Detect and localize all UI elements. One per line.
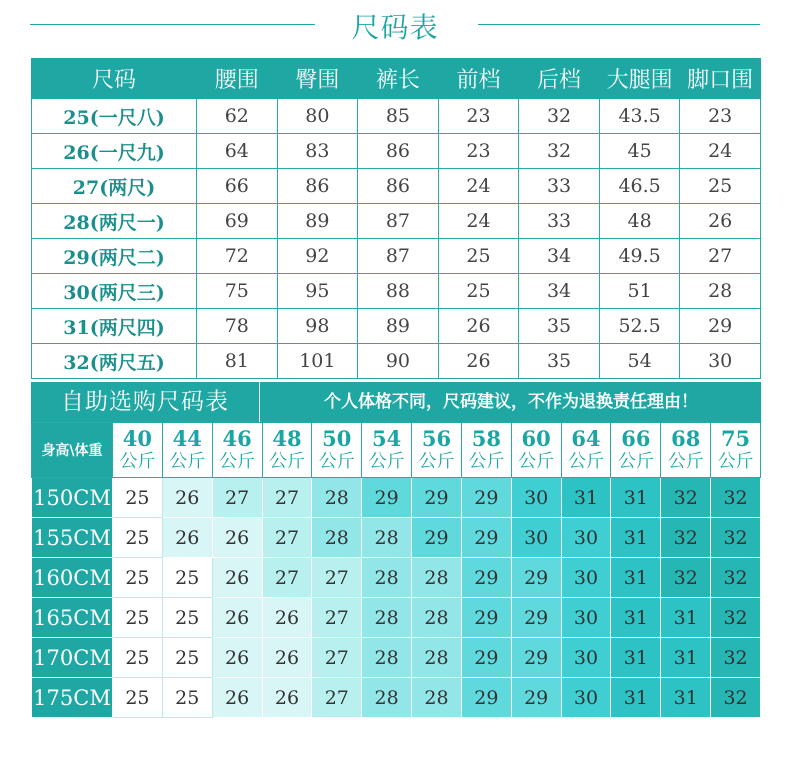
measure-cell: 23 xyxy=(438,99,519,134)
size-cell: 26 xyxy=(162,478,212,518)
measure-cell: 86 xyxy=(358,134,439,169)
selection-title: 自助选购尺码表 xyxy=(31,382,260,422)
size-cell: 31 xyxy=(611,678,661,718)
measure-cell: 83 xyxy=(277,134,358,169)
measure-cell: 45 xyxy=(599,134,680,169)
size-cell: 28 xyxy=(412,678,462,718)
table-row xyxy=(32,638,761,678)
weight-header-cell xyxy=(162,423,212,478)
weight-unit: 公斤 xyxy=(169,451,206,472)
size-cell: 30 xyxy=(561,598,611,638)
size-cell: 28 xyxy=(412,558,462,598)
size-cell: 29 xyxy=(461,518,511,558)
size-cell: 28 xyxy=(412,598,462,638)
size-cell: 30 xyxy=(561,518,611,558)
height-label: 160CM xyxy=(32,558,113,598)
table-row xyxy=(32,518,761,558)
measure-cell: 26 xyxy=(438,309,519,344)
weight-header-row xyxy=(32,423,761,478)
weight-value: 68 xyxy=(671,426,701,451)
weight-header-cell xyxy=(661,423,711,478)
measure-cell: 66 xyxy=(197,169,278,204)
weight-unit: 公斤 xyxy=(119,451,156,472)
size-header-cell: 后档 xyxy=(519,59,600,99)
measure-cell: 25 xyxy=(680,169,761,204)
size-cell: 29 xyxy=(461,598,511,638)
measure-cell: 72 xyxy=(197,239,278,274)
measure-cell: 89 xyxy=(277,204,358,239)
weight-value: 50 xyxy=(322,426,352,451)
size-cell: 27 xyxy=(312,638,362,678)
measure-cell: 26 xyxy=(438,344,519,379)
size-cell: 26 xyxy=(262,678,312,718)
measure-cell: 33 xyxy=(519,204,600,239)
weight-value: 58 xyxy=(471,426,501,451)
table-row xyxy=(32,678,761,718)
size-cell: 29 xyxy=(412,478,462,518)
size-cell: 28 xyxy=(362,558,412,598)
table-row xyxy=(32,598,761,638)
size-cell: 28 xyxy=(362,678,412,718)
measure-cell: 75 xyxy=(197,274,278,309)
weight-header-cell xyxy=(511,423,561,478)
weight-unit: 公斤 xyxy=(468,451,505,472)
weight-header-cell xyxy=(312,423,362,478)
size-cell: 32 xyxy=(711,558,761,598)
size-cell: 28 xyxy=(362,598,412,638)
size-cell: 28 xyxy=(362,518,412,558)
size-cell: 27 xyxy=(262,518,312,558)
size-cell: 26 xyxy=(262,598,312,638)
table-row xyxy=(32,309,761,344)
size-cell: 32 xyxy=(711,638,761,678)
measure-cell: 87 xyxy=(358,239,439,274)
size-table-body xyxy=(32,99,761,379)
measure-cell: 51 xyxy=(599,274,680,309)
size-cell: 26 xyxy=(212,678,262,718)
size-cell: 31 xyxy=(611,558,661,598)
weight-value: 54 xyxy=(372,426,402,451)
table-row xyxy=(32,478,761,518)
size-header-cell: 脚口围 xyxy=(680,59,761,99)
measure-cell: 28 xyxy=(680,274,761,309)
measure-cell: 35 xyxy=(519,309,600,344)
measure-cell: 27 xyxy=(680,239,761,274)
size-cell: 29 xyxy=(461,478,511,518)
measure-cell: 78 xyxy=(197,309,278,344)
measure-cell: 34 xyxy=(519,274,600,309)
size-cell: 25 xyxy=(113,678,163,718)
measure-cell: 46.5 xyxy=(599,169,680,204)
weight-header-cell xyxy=(461,423,511,478)
selection-grid xyxy=(31,382,761,719)
size-cell: 25 xyxy=(113,558,163,598)
height-label: 175CM xyxy=(32,678,113,718)
selection-table-body xyxy=(32,423,761,718)
size-cell: 32 xyxy=(661,478,711,518)
measure-cell: 35 xyxy=(519,344,600,379)
size-cell: 31 xyxy=(661,678,711,718)
size-cell: 26 xyxy=(262,638,312,678)
weight-header-cell xyxy=(362,423,412,478)
size-header-cell: 大腿围 xyxy=(599,59,680,99)
size-cell: 27 xyxy=(312,678,362,718)
size-cell: 25 xyxy=(162,638,212,678)
weight-unit: 公斤 xyxy=(219,451,256,472)
table-row xyxy=(32,204,761,239)
selection-note: 个人体格不同，尺码建议，不作为退换责任理由！ xyxy=(324,392,698,412)
size-cell: 29 xyxy=(461,558,511,598)
size-cell: 29 xyxy=(511,638,561,678)
table-row xyxy=(32,134,761,169)
height-label: 150CM xyxy=(32,478,113,518)
measure-cell: 24 xyxy=(438,204,519,239)
measure-cell: 89 xyxy=(358,309,439,344)
measure-cell: 24 xyxy=(680,134,761,169)
size-cell: 27 xyxy=(262,478,312,518)
measure-cell: 30 xyxy=(680,344,761,379)
height-label: 165CM xyxy=(32,598,113,638)
weight-value: 46 xyxy=(222,426,252,451)
size-header-cell: 臀围 xyxy=(277,59,358,99)
size-cell: 27 xyxy=(312,558,362,598)
size-cell: 32 xyxy=(661,558,711,598)
size-cell: 32 xyxy=(711,678,761,718)
size-cell: 26 xyxy=(212,638,262,678)
weight-unit: 公斤 xyxy=(268,451,305,472)
size-label-cell: 26(一尺九) xyxy=(32,134,197,169)
size-cell: 30 xyxy=(561,558,611,598)
weight-header-cell xyxy=(113,423,163,478)
weight-unit: 公斤 xyxy=(617,451,654,472)
size-cell: 28 xyxy=(362,638,412,678)
measure-cell: 92 xyxy=(277,239,358,274)
measure-cell: 101 xyxy=(277,344,358,379)
size-cell: 29 xyxy=(362,478,412,518)
measure-cell: 87 xyxy=(358,204,439,239)
size-cell: 29 xyxy=(412,518,462,558)
size-cell: 28 xyxy=(412,638,462,678)
size-table xyxy=(31,58,761,379)
measure-cell: 64 xyxy=(197,134,278,169)
weight-header-cell xyxy=(561,423,611,478)
size-cell: 30 xyxy=(561,638,611,678)
size-cell: 32 xyxy=(711,598,761,638)
size-cell: 31 xyxy=(661,598,711,638)
size-cell: 25 xyxy=(162,678,212,718)
size-cell: 27 xyxy=(312,598,362,638)
size-header-cell: 尺码 xyxy=(32,59,197,99)
corner-label: 身高\体重 xyxy=(32,423,113,478)
size-cell: 29 xyxy=(461,638,511,678)
measure-cell: 62 xyxy=(197,99,278,134)
weight-value: 44 xyxy=(172,426,202,451)
measure-cell: 33 xyxy=(519,169,600,204)
size-label-cell: 30(两尺三) xyxy=(32,274,197,309)
measure-cell: 90 xyxy=(358,344,439,379)
size-cell: 31 xyxy=(611,638,661,678)
size-cell: 32 xyxy=(711,518,761,558)
measure-cell: 24 xyxy=(438,169,519,204)
size-cell: 26 xyxy=(212,558,262,598)
measure-cell: 34 xyxy=(519,239,600,274)
size-cell: 25 xyxy=(113,518,163,558)
size-header-cell: 腰围 xyxy=(197,59,278,99)
table-row xyxy=(32,99,761,134)
size-cell: 25 xyxy=(162,558,212,598)
measure-cell: 26 xyxy=(680,204,761,239)
size-cell: 30 xyxy=(511,478,561,518)
weight-value: 64 xyxy=(571,426,601,451)
measure-cell: 85 xyxy=(358,99,439,134)
title-divider-right xyxy=(478,24,760,25)
size-cell: 25 xyxy=(113,638,163,678)
size-header-cell: 前档 xyxy=(438,59,519,99)
size-cell: 27 xyxy=(212,478,262,518)
measure-cell: 48 xyxy=(599,204,680,239)
weight-header-cell xyxy=(611,423,661,478)
measure-cell: 32 xyxy=(519,99,600,134)
title-bar xyxy=(0,0,790,52)
measure-cell: 49.5 xyxy=(599,239,680,274)
weight-unit: 公斤 xyxy=(368,451,405,472)
weight-header-cell xyxy=(212,423,262,478)
weight-value: 66 xyxy=(621,426,651,451)
page-title: 尺码表 xyxy=(351,11,439,44)
weight-value: 75 xyxy=(720,426,751,451)
size-label-cell: 31(两尺四) xyxy=(32,309,197,344)
measure-cell: 52.5 xyxy=(599,309,680,344)
weight-unit: 公斤 xyxy=(518,451,555,472)
measure-cell: 23 xyxy=(680,99,761,134)
weight-unit: 公斤 xyxy=(568,451,605,472)
measure-cell: 81 xyxy=(197,344,278,379)
size-cell: 25 xyxy=(113,478,163,518)
size-cell: 29 xyxy=(511,598,561,638)
measure-cell: 43.5 xyxy=(599,99,680,134)
size-cell: 26 xyxy=(162,518,212,558)
weight-unit: 公斤 xyxy=(717,451,754,472)
size-label-cell: 32(两尺五) xyxy=(32,344,197,379)
table-row xyxy=(32,169,761,204)
size-label-cell: 25(一尺八) xyxy=(32,99,197,134)
table-row xyxy=(32,239,761,274)
measure-cell: 54 xyxy=(599,344,680,379)
measure-cell: 80 xyxy=(277,99,358,134)
selection-header xyxy=(31,382,761,422)
size-label-cell: 29(两尺二) xyxy=(32,239,197,274)
weight-header-cell xyxy=(711,423,761,478)
size-cell: 29 xyxy=(511,678,561,718)
size-cell: 31 xyxy=(661,638,711,678)
size-cell: 31 xyxy=(611,478,661,518)
size-cell: 26 xyxy=(212,518,262,558)
size-cell: 26 xyxy=(212,598,262,638)
weight-value: 60 xyxy=(521,426,551,451)
size-cell: 27 xyxy=(262,558,312,598)
table-row xyxy=(32,344,761,379)
weight-header-cell xyxy=(262,423,312,478)
size-cell: 31 xyxy=(611,598,661,638)
weight-value: 56 xyxy=(421,426,452,451)
size-cell: 30 xyxy=(511,518,561,558)
weight-unit: 公斤 xyxy=(667,451,704,472)
measure-cell: 32 xyxy=(519,134,600,169)
measure-cell: 86 xyxy=(358,169,439,204)
size-cell: 29 xyxy=(511,558,561,598)
measure-cell: 69 xyxy=(197,204,278,239)
table-row xyxy=(32,274,761,309)
table-row xyxy=(32,558,761,598)
measure-cell: 25 xyxy=(438,274,519,309)
size-label-cell: 28(两尺一) xyxy=(32,204,197,239)
size-cell: 30 xyxy=(561,678,611,718)
measure-cell: 23 xyxy=(438,134,519,169)
weight-header-cell xyxy=(412,423,462,478)
weight-value: 48 xyxy=(272,426,302,451)
measure-cell: 86 xyxy=(277,169,358,204)
size-cell: 25 xyxy=(113,598,163,638)
height-label: 170CM xyxy=(32,638,113,678)
height-label: 155CM xyxy=(32,518,113,558)
measure-cell: 95 xyxy=(277,274,358,309)
size-cell: 29 xyxy=(461,678,511,718)
measure-cell: 88 xyxy=(358,274,439,309)
size-cell: 25 xyxy=(162,598,212,638)
weight-value: 40 xyxy=(122,426,153,451)
measure-cell: 29 xyxy=(680,309,761,344)
size-cell: 32 xyxy=(661,518,711,558)
size-label-cell: 27(两尺) xyxy=(32,169,197,204)
size-cell: 31 xyxy=(561,478,611,518)
size-cell: 28 xyxy=(312,478,362,518)
size-cell: 32 xyxy=(711,478,761,518)
size-table-header xyxy=(32,59,761,99)
size-cell: 31 xyxy=(611,518,661,558)
measure-cell: 98 xyxy=(277,309,358,344)
size-header-cell: 裤长 xyxy=(358,59,439,99)
selection-table xyxy=(31,422,761,718)
size-cell: 28 xyxy=(312,518,362,558)
weight-unit: 公斤 xyxy=(318,451,355,472)
weight-unit: 公斤 xyxy=(418,451,455,472)
measure-cell: 25 xyxy=(438,239,519,274)
